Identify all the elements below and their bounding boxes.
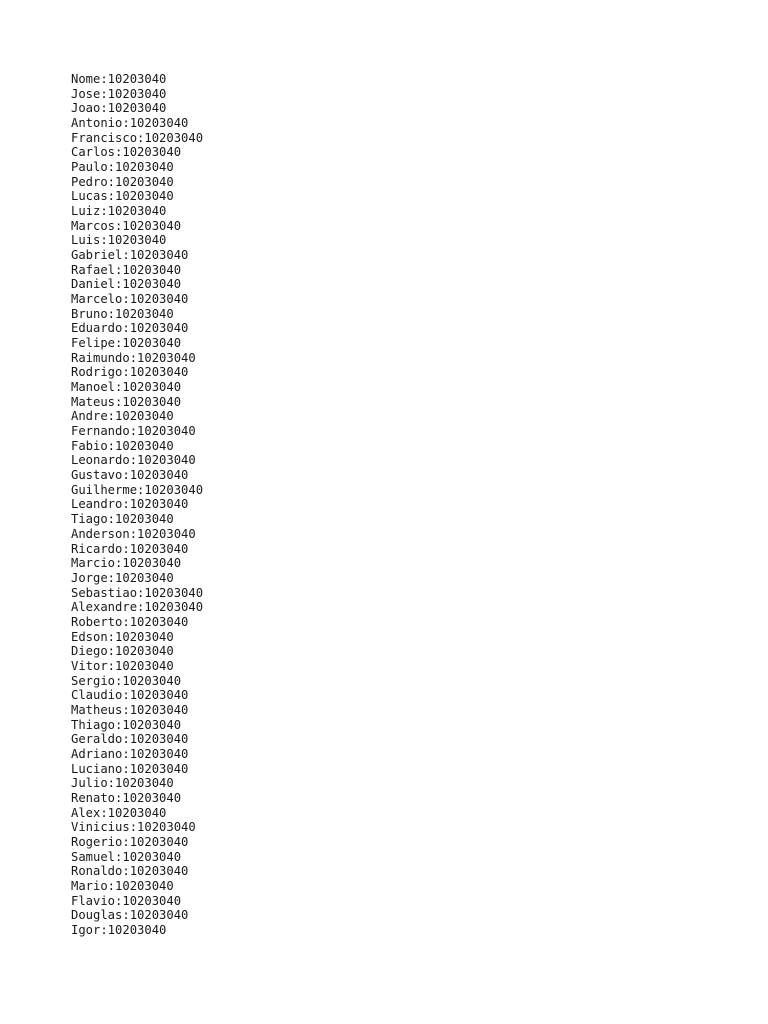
text-line: Carlos:10203040 xyxy=(71,145,182,160)
text-line: Manoel:10203040 xyxy=(71,380,182,395)
text-line: Felipe:10203040 xyxy=(71,336,182,351)
text-line: Raimundo:10203040 xyxy=(71,350,196,365)
text-line: Igor:10203040 xyxy=(71,922,167,937)
text-line: Adriano:10203040 xyxy=(71,746,189,761)
text-line: Geraldo:10203040 xyxy=(71,732,189,747)
text-line: Guilherme:10203040 xyxy=(71,482,204,497)
text-line: Anderson:10203040 xyxy=(71,526,196,541)
text-line: Julio:10203040 xyxy=(71,776,174,791)
text-line: Mario:10203040 xyxy=(71,878,174,893)
text-lines xyxy=(71,72,768,938)
text-line: Rafael:10203040 xyxy=(71,262,182,277)
text-line: Edson:10203040 xyxy=(71,629,174,644)
text-line: Marcelo:10203040 xyxy=(71,292,189,307)
text-line: Joao:10203040 xyxy=(71,101,167,116)
text-line: Matheus:10203040 xyxy=(71,702,189,717)
text-line: Pedro:10203040 xyxy=(71,174,174,189)
text-line: Sergio:10203040 xyxy=(71,673,182,688)
text-line: Tiago:10203040 xyxy=(71,512,174,527)
text-line: Eduardo:10203040 xyxy=(71,321,189,336)
text-line: Claudio:10203040 xyxy=(71,688,189,703)
text-line: Marcos:10203040 xyxy=(71,218,182,233)
text-line: Rogerio:10203040 xyxy=(71,834,189,849)
text-line: Andre:10203040 xyxy=(71,409,174,424)
text-line: Luciano:10203040 xyxy=(71,761,189,776)
text-line: Sebastiao:10203040 xyxy=(71,585,204,600)
text-line: Roberto:10203040 xyxy=(71,614,189,629)
text-line: Fernando:10203040 xyxy=(71,424,196,439)
text-line: Vinicius:10203040 xyxy=(71,820,196,835)
text-line: Gabriel:10203040 xyxy=(71,248,189,263)
text-line: Lucas:10203040 xyxy=(71,189,174,204)
text-line: Diego:10203040 xyxy=(71,644,174,659)
text-line: Marcio:10203040 xyxy=(71,556,182,571)
text-line: Daniel:10203040 xyxy=(71,277,182,292)
text-line: Thiago:10203040 xyxy=(71,717,182,732)
text-line: Leandro:10203040 xyxy=(71,497,189,512)
text-line: Alex:10203040 xyxy=(71,805,167,820)
text-line: Luiz:10203040 xyxy=(71,204,167,219)
text-line: Renato:10203040 xyxy=(71,790,182,805)
text-line: Alexandre:10203040 xyxy=(71,600,204,615)
text-line: Jorge:10203040 xyxy=(71,570,174,585)
text-line: Mateus:10203040 xyxy=(71,394,182,409)
text-line: Douglas:10203040 xyxy=(71,908,189,923)
text-line: Ricardo:10203040 xyxy=(71,541,189,556)
text-line: Leonardo:10203040 xyxy=(71,453,196,468)
text-line: Ronaldo:10203040 xyxy=(71,864,189,879)
text-line: Francisco:10203040 xyxy=(71,130,204,145)
text-line: Bruno:10203040 xyxy=(71,306,174,321)
text-line: Nome:10203040 xyxy=(71,72,167,86)
text-line: Samuel:10203040 xyxy=(71,849,182,864)
text-line: Jose:10203040 xyxy=(71,86,167,101)
text-line: Paulo:10203040 xyxy=(71,160,174,175)
text-line: Vitor:10203040 xyxy=(71,658,174,673)
text-line: Flavio:10203040 xyxy=(71,893,182,908)
text-line: Gustavo:10203040 xyxy=(71,468,189,483)
text-line: Fabio:10203040 xyxy=(71,438,174,453)
text-line: Rodrigo:10203040 xyxy=(71,365,189,380)
text-line: Luis:10203040 xyxy=(71,233,167,248)
text-line: Antonio:10203040 xyxy=(71,116,189,131)
